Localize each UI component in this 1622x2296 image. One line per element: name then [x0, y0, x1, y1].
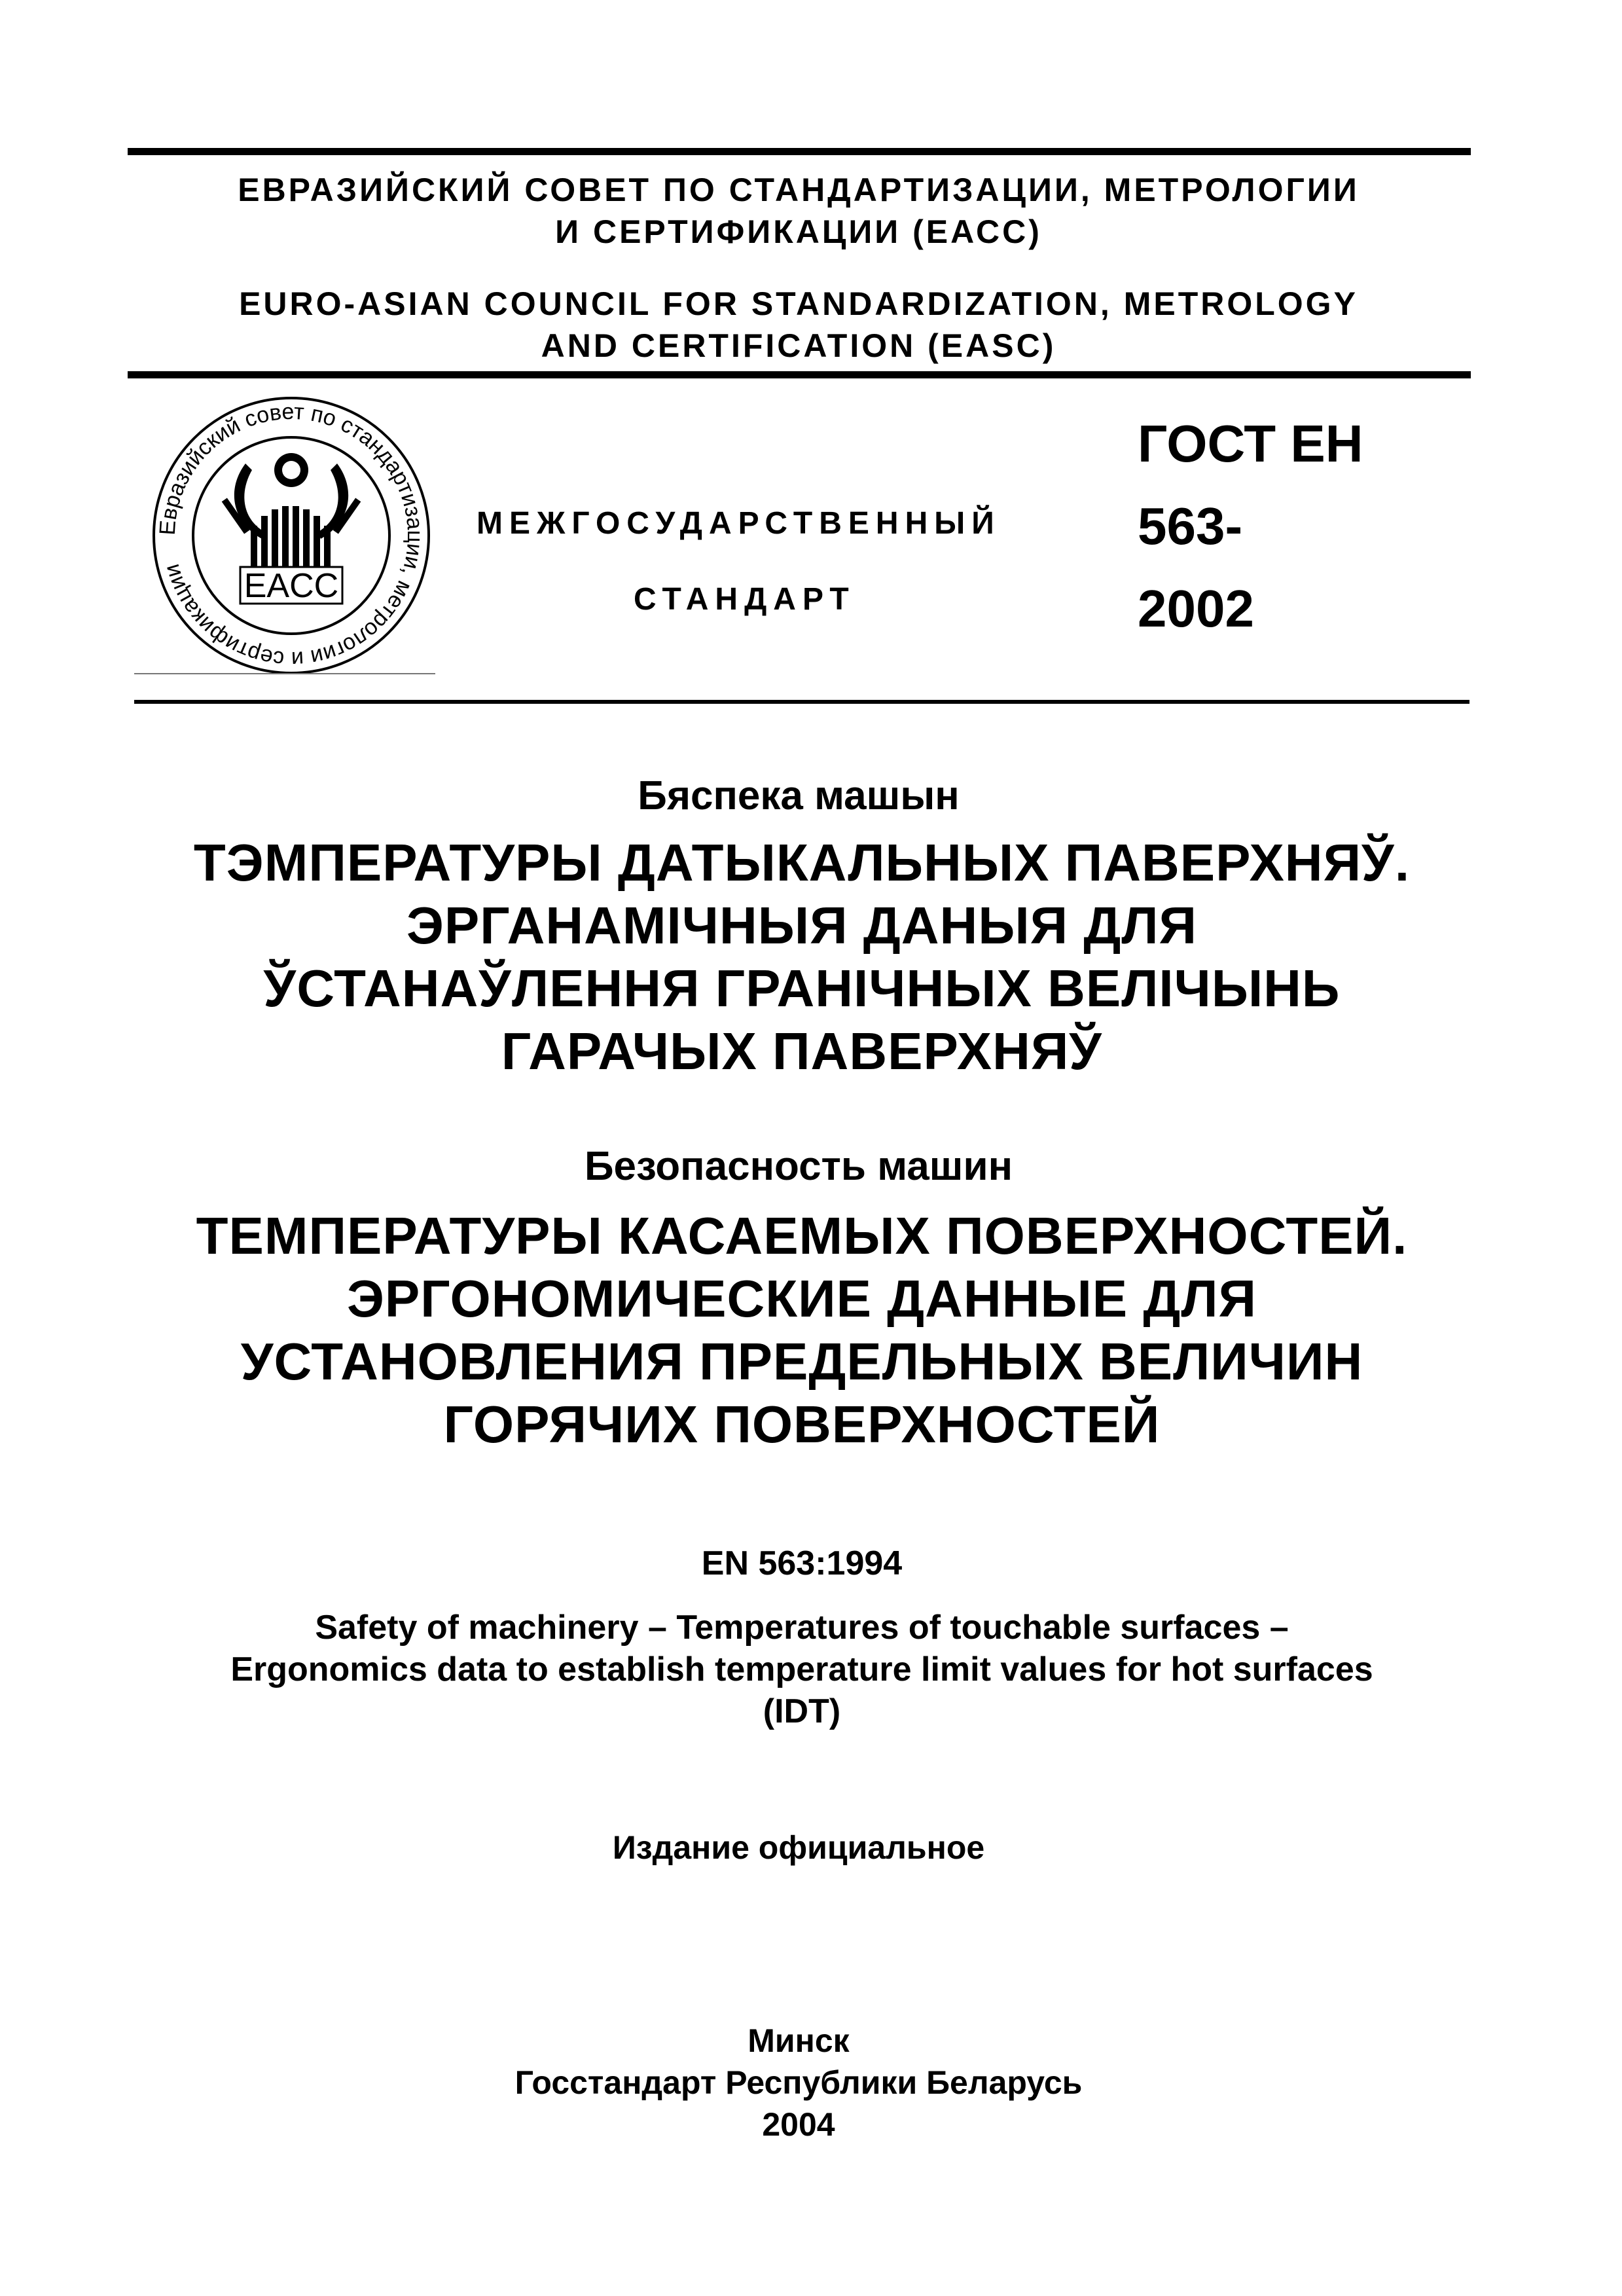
eacc-seal-logo — [147, 392, 435, 680]
gost-line2: 563- — [1138, 497, 1243, 555]
en-standard-line3: (IDT) — [763, 1692, 841, 1730]
edition-label: Издание официальное — [612, 1829, 985, 1866]
en-standard-code: EN 563:1994 — [701, 1544, 903, 1582]
top-rule — [128, 148, 1471, 155]
title-ru-line2: ЭРГОНОМИЧЕСКИЕ ДАННЫЕ ДЛЯ — [346, 1269, 1257, 1328]
title-by-subtitle: Бяспека машын — [638, 773, 960, 818]
title-by — [98, 831, 1505, 1083]
footer-year: 2004 — [762, 2106, 835, 2143]
seal-center-text: EACC — [243, 567, 339, 605]
header-en-line2: AND CERTIFICATION (EASC) — [541, 327, 1056, 364]
en-standard — [98, 1542, 1505, 1732]
svg-text:Евразийский совет по стандарти — [155, 399, 427, 672]
standard-label-line2: СТАНДАРТ — [634, 582, 856, 617]
title-by-line1: ТЭМПЕРАТУРЫ ДАТЫКАЛЬНЫХ ПАВЕРХНЯЎ. — [193, 833, 1411, 892]
title-ru-line3: УСТАНОВЛЕНИЯ ПРЕДЕЛЬНЫХ ВЕЛИЧИН — [240, 1332, 1363, 1391]
gost-line3: 2002 — [1138, 579, 1254, 638]
seal-underline — [134, 673, 435, 674]
gost-line1: ГОСТ ЕН — [1138, 414, 1363, 473]
standard-label-line1: МЕЖГОСУДАРСТВЕННЫЙ — [477, 506, 1001, 541]
header-en — [128, 283, 1469, 367]
en-standard-line1: Safety of machinery – Temperatures of touchable surfaces – — [315, 1609, 1289, 1647]
title-by-line4: ГАРАЧЫХ ПАВЕРХНЯЎ — [501, 1022, 1103, 1080]
gost-number — [1138, 412, 1363, 640]
title-by-line3: ЎСТАНАЎЛЕННЯ ГРАНІЧНЫХ ВЕЛІЧЫНЬ — [263, 959, 1341, 1017]
footer-publisher: Госстандарт Республики Беларусь — [514, 2064, 1083, 2101]
footer-city: Минск — [748, 2022, 850, 2059]
header-ru-line2: И СЕРТИФИКАЦИИ (ЕАСС) — [555, 213, 1042, 250]
seal-ring-text: Евразийский совет по стандартизации, метрологии и сертификации — [154, 399, 428, 672]
header-en-line1: EURO-ASIAN COUNCIL FOR STANDARDIZATION, METROLOGY — [239, 285, 1358, 322]
title-ru — [98, 1205, 1505, 1456]
title-ru-line1: ТЕМПЕРАТУРЫ КАСАЕМЫХ ПОВЕРХНОСТЕЙ. — [196, 1207, 1408, 1265]
footer — [128, 2020, 1469, 2145]
header-rule — [128, 371, 1471, 378]
title-by-line2: ЭРГАНАМІЧНЫЯ ДАНЫЯ ДЛЯ — [406, 896, 1197, 955]
standard-rule — [134, 700, 1469, 704]
header-ru — [128, 169, 1469, 253]
en-standard-line2: Ergonomics data to establish temperature limit values for hot surfaces — [230, 1650, 1373, 1688]
seal-icon — [147, 392, 435, 680]
title-ru-subtitle: Безопасность машин — [584, 1144, 1013, 1189]
title-ru-line4: ГОРЯЧИХ ПОВЕРХНОСТЕЙ — [443, 1395, 1161, 1453]
header-ru-line1: ЕВРАЗИЙСКИЙ СОВЕТ ПО СТАНДАРТИЗАЦИИ, МЕТРОЛОГИИ — [238, 172, 1360, 208]
